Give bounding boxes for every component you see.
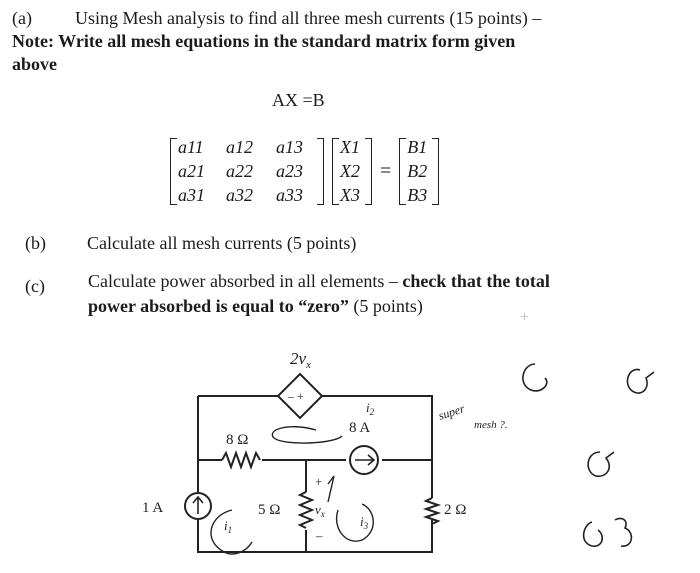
- dependent-source-polarity: – +: [288, 389, 304, 403]
- part-c-label: (c): [25, 276, 45, 296]
- equation-ax-b: AX =B: [272, 90, 325, 110]
- matrix-x-entry: X1: [340, 137, 360, 157]
- part-b-label: (b): [25, 233, 46, 253]
- doodle-icon: [584, 522, 603, 546]
- super-mesh-note-1: super: [436, 401, 467, 423]
- mesh-label-i1-subscript: 1: [227, 525, 233, 535]
- vx-label: $v_x$: [315, 502, 325, 519]
- super-mesh-note-2: mesh ?.: [474, 419, 508, 431]
- part-a-label: (a): [12, 8, 32, 28]
- vx-subscript: x: [320, 509, 325, 519]
- doodle-icon: [627, 369, 654, 393]
- matrix-a-entry: a21: [178, 161, 205, 181]
- matrix-b-entry: B1: [407, 137, 428, 157]
- resistor-5-ohm-label: 5 Ω: [258, 502, 281, 518]
- matrix-a-entry: a13: [276, 137, 303, 157]
- mesh-label-i3-subscript: 3: [363, 521, 369, 531]
- matrix-a-entry: a22: [226, 161, 253, 181]
- current-source-8a-label: 8 A: [349, 420, 371, 436]
- matrix-a-entry: a31: [178, 185, 205, 205]
- current-source-1a-label: 1 A: [142, 500, 164, 516]
- doodle-icon: [588, 452, 614, 476]
- mesh-label-i2: $i_2$: [366, 400, 375, 417]
- dependent-source-subscript: x: [306, 359, 311, 371]
- matrix-b-entry: B3: [407, 185, 428, 205]
- resistor-5-ohm: [300, 492, 312, 528]
- part-a-note-line1: Note: Write all mesh equations in the standard matrix form given: [12, 31, 516, 51]
- resistor-8-ohm: [222, 453, 260, 467]
- mesh-arc-i2: [272, 427, 342, 443]
- mesh-label-i1: $i_1$: [224, 518, 233, 535]
- mesh-label-i2-subscript: 2: [369, 407, 375, 417]
- part-a-text: Using Mesh analysis to find all three mesh currents (15 points) –: [75, 8, 542, 28]
- matrix-x-entry: X2: [340, 161, 360, 181]
- matrix-a-entry: a32: [226, 185, 253, 205]
- mesh-label-i3: $i_3$: [360, 514, 369, 531]
- resistor-8-ohm-label: 8 Ω: [226, 432, 249, 448]
- margin-plus-mark: +: [520, 309, 530, 326]
- part-c-text-bold-1: check that the total: [402, 271, 550, 291]
- part-c-text-bold-2: power absorbed is equal to “zero”: [88, 296, 349, 316]
- part-c-text-points: (5 points): [348, 296, 423, 316]
- part-b-text: Calculate all mesh currents (5 points): [87, 233, 357, 253]
- handwritten-arrow-icon: [328, 476, 334, 502]
- matrix-a-entry: a11: [178, 137, 204, 157]
- doodle-icon: [523, 364, 547, 391]
- part-a-note-line2: above: [12, 54, 57, 74]
- matrix-b-entry: B2: [407, 161, 428, 181]
- vx-minus: –: [316, 528, 323, 543]
- matrix-x-entry: X3: [340, 185, 360, 205]
- vx-plus: +: [315, 474, 323, 489]
- doodle-icon: [615, 518, 631, 546]
- matrix-a-entry: a23: [276, 161, 303, 181]
- dependent-source-label: $2v_x$: [290, 349, 311, 371]
- matrix-a-entry: a12: [226, 137, 253, 157]
- equals-sign: =: [380, 160, 392, 182]
- resistor-2-ohm-label: 2 Ω: [444, 502, 467, 518]
- matrix-a-entry: a33: [276, 185, 303, 205]
- part-c-text-normal: Calculate power absorbed in all elements –: [88, 271, 403, 291]
